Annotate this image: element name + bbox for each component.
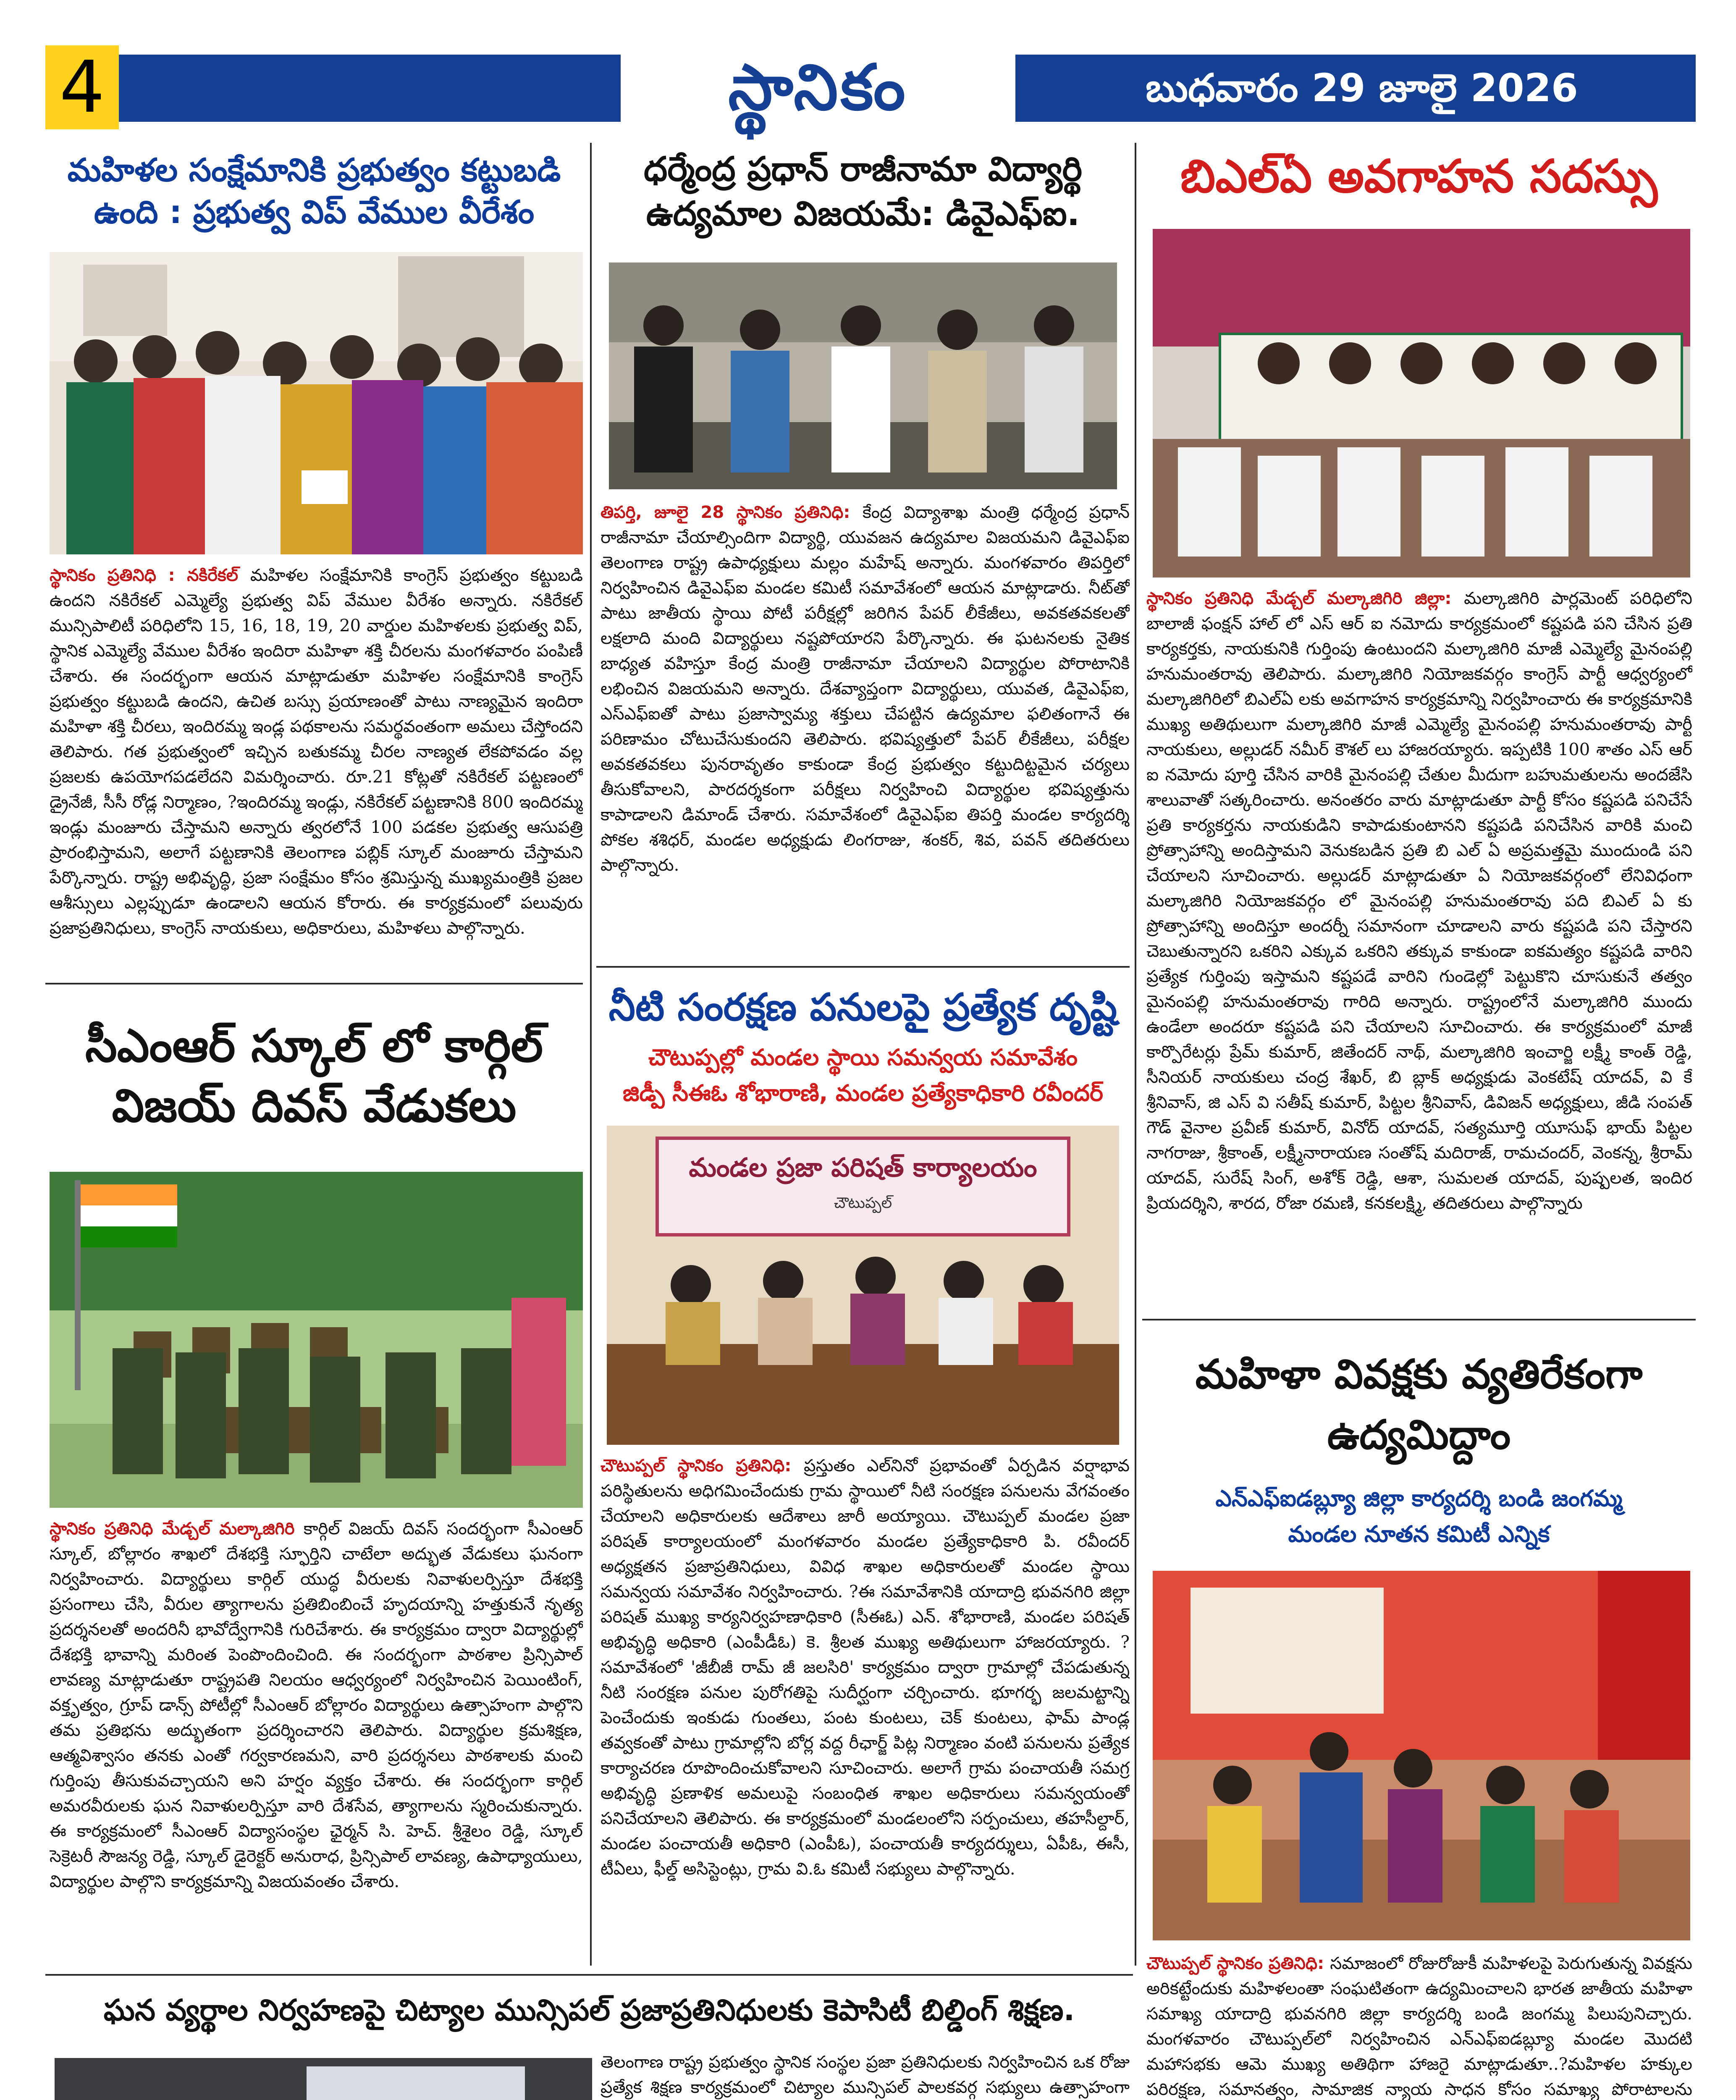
column-rule-left: [590, 143, 592, 1966]
story1-dateline: స్థానికం ప్రతినిధి : నకిరేకల్: [50, 566, 250, 585]
newspaper-logo: స్థానికం: [621, 48, 1015, 127]
story5-body: [50, 1516, 583, 1970]
rule-bottom-1: [45, 1974, 1133, 1976]
story5-dateline: స్థానికం ప్రతినిధి మేడ్చల్ మల్కాజిగిరి: [50, 1519, 304, 1538]
story2-photo: [609, 262, 1117, 489]
story3-body: [1146, 586, 1692, 1317]
column-rule-right: [1135, 143, 1136, 1966]
story4-dateline: చౌటుప్పల్ స్థానికం ప్రతినిధి:: [601, 1456, 804, 1475]
story4-banner-sub: చౌటుప్పల్: [834, 1194, 892, 1212]
story6-subhead-1: ఎన్ఎఫ్ఐడబ్ల్యూ జిల్లా కార్యదర్శి బండి జంగమ్మ: [1215, 1485, 1623, 1512]
story4-photo: [607, 1126, 1119, 1445]
story4-headline: నీటి సంరక్షణ పనులపై ప్రత్యేక దృష్టి: [608, 985, 1117, 1029]
story2-body: [601, 500, 1130, 962]
story1-photo: [50, 252, 583, 554]
rule-left-1: [45, 983, 583, 984]
issue-date: బుధవారం 29 జూలై 2026: [1146, 66, 1578, 110]
rule-right-1: [1142, 1319, 1696, 1320]
story3-dateline: స్థానికం ప్రతినిధి మేడ్చల్ మల్కాజిగిరి జిల్లా:: [1146, 589, 1464, 608]
story7-headline: ఘన వ్యర్థాల నిర్వహణపై చిట్యాల మున్సిపల్ ప్రజాప్రతినిధులకు కెపాసిటీ బిల్డింగ్ శిక్షణ.: [103, 1993, 1075, 2027]
story5-photo: [50, 1172, 583, 1508]
story4-subhead-1: చౌటుప్పల్లో మండల స్థాయి సమన్వయ సమావేశం: [648, 1044, 1078, 1071]
story6-subhead-2: మండల నూతన కమిటీ ఎన్నిక: [1288, 1521, 1550, 1547]
story6-dateline: చౌటుప్పల్ స్థానికం ప్రతినిధి:: [1146, 1954, 1330, 1973]
story3-text: మల్కాజిగిరి పార్లమెంట్ పరిధిలోని బాలాజీ ఫంక్షన్ హాల్ లో ఎస్ ఆర్ ఐ నమోదు కార్యక్రమంలో కష్టపడి పని చేసిన ప్రతి కార్యకర్తకు, నాయకునికి గుర్తింపు ఉంటుందని మల్కాజిగిరి మాజీ ఎమ్మెల్యే మైనంపల్లి హనుమంతరావు తెలిపారు. మల్కాజిగిరి నియోజకవర్గం కాంగ్రెస్ పార్టీ ఆధ్వర్యంలో మల్కాజిగిరిలో బిఎల్ఏ లకు అవగాహన కార్యక్రమాన్ని నిర్వహించారు ఈ కార్యక్రమానికి ముఖ్య అతిథులుగా మల్కాజిగిరి మాజీ ఎమ్మెల్యే మైనంపల్లి హనుమంతరావు పార్టీ నాయకులు, అల్లుడర్ నమీర్ కౌశల్ లు హాజరయ్యారు. ఇప్పటికి 100 శాతం ఎస్ ఆర్ ఐ నమోదు పూర్తి చేసిన వారికి మైనంపల్లి చేతుల మీదుగా బహుమతులను అందజేసి శాలువాతో సత్కరించారు. అనంతరం వారు మాట్లాడుతూ పార్టీ కోసం కష్టపడి పనిచేసే ప్రతి కార్యకర్తను నాయకుడిని కాపాడుకుంటానని కష్టపడి పనిచేసిన వారికి మంచి ప్రోత్సాహాన్ని అందిస్తామని వెనుకబడిన ప్రతి బి ఎల్ ఏ అప్రమత్తమై ముందుండి పని చేయాలని సూచించారు. అల్లుడర్ మాట్లాడుతూ ఏ నియోజకవర్గంలో లేనివిధంగా మల్కాజిగిరి నియోజకవర్గం లో మైనంపల్లి హనుమంతరావు పది బిఎల్ ఏ కు ప్రోత్సాహాన్ని అందిస్తూ అందర్నీ సమానంగా చూడాలని వారు కష్టపడి పని చేస్తారని చెబుతున్నారని ఒకరిని ఎక్కువ ఒకరిని తక్కువ కాకుండా ఐకమత్యం కష్టపడి వారిని ప్రత్యేక గుర్తింపు ఇస్తామని కష్టపడే వారిని గుండెల్లో పెట్టుకొని చూసుకునే తత్వం మైనంపల్లి హనుమంతరావు గారిది అన్నారు. రాష్ట్రంలోనే మల్కాజిగిరి ముందు ఉండేలా అందరూ కష్టపడి పని చేయాలని సూచించారు. ఈ కార్యక్రమంలో మాజీ కార్పొరేటర్లు ప్రేమ్ కుమార్, జితేందర్ నాథ్, మల్కాజిగిరి ఇంచార్జి లక్ష్మీ కాంత్ రెడ్డి, సీనియర్ నాయకులు చంద్ర శేఖర్, బి బ్లాక్ అధ్యక్షుడు వెంకటేష్ యాదవ్, వి కే శ్రీనివాస్, జి ఎస్ వి సతీష్ కుమార్, పిట్టల శ్రీనివాస్, డివిజన్ అధ్యక్షులు, జీడి సంపత్ గౌడ్ వైనాల ప్రవీణ్ కుమార్, వినోద్ యాదవ్, సత్యమూర్తి యూసుఫ్ భాయ్ పిట్టల నాగరాజు, శ్రీకాంత్, లక్ష్మీనారాయణ సంతోష్ మదిరాజ్, రామచందర్, వెంకన్న, శ్రీరామ్ యాదవ్, సురేష్ సింగ్, అశోక్ రెడ్డి, ఆశా, సుమలత యాదవ్, పుష్పలత, ఇందిర ప్రియదర్శిని, శారద, రోజా రమణి, కనకలక్ష్మి, తదితరులు పాల్గొన్నారు: [1146, 589, 1692, 1213]
story2-dateline: తిపర్తి, జూలై 28 స్థానికం ప్రతినిధి:: [601, 503, 863, 522]
story3-photo: [1153, 229, 1690, 578]
story2-headline: ధర్మేంద్ర ప్రధాన్ రాజీనామా విద్యార్థి ఉద్యమాల విజయమే: డివైఎఫ్ఐ.: [643, 150, 1083, 233]
rule-mid-1: [596, 966, 1130, 968]
story6-photo: [1153, 1571, 1690, 1940]
story2-text: కేంద్ర విద్యాశాఖ మంత్రి ధర్మేంద్ర ప్రధాన్ రాజీనామా చేయాల్సిందిగా విద్యార్థి, యువజన ఉద్యమాల విజయమని డివైఎఫ్ఐ తెలంగాణ రాష్ట్ర ఉపాధ్యక్షులు మల్లం మహేష్ అన్నారు. మంగళవారం తిపర్తిలో నిర్వహించిన డివైఎఫ్ఐ మండల కమిటీ సమావేశంలో ఆయన మాట్లాడారు. నీట్‌తో పాటు జాతీయ స్థాయి పోటీ పరీక్షల్లో జరిగిన పేపర్ లీకేజీలు, అవకతవకలతో లక్షలాది మంది విద్యార్థులు నష్టపోయారని పేర్కొన్నారు. ఈ ఘటనలకు నైతిక బాధ్యత వహిస్తూ కేంద్ర మంత్రి రాజీనామా చేయాలని విద్యార్థుల పోరాటానికి లభించిన విజయమని అన్నారు. దేశవ్యాప్తంగా విద్యార్థులు, యువత, డివైఎఫ్ఐ, ఎస్ఎఫ్ఐతో పాటు ప్రజాస్వామ్య శక్తులు చేపట్టిన ఉద్యమాల ఫలితంగానే ఈ పరిణామం చోటుచేసుకుందని తెలిపారు. భవిష్యత్తులో పేపర్ లీకేజీలు, పరీక్షల అవకతవకలు పునరావృతం కాకుండా కేంద్ర ప్రభుత్వం కట్టుదిట్టమైన చర్యలు తీసుకోవాలని, పారదర్శకంగా పరీక్షలు నిర్వహించి విద్యార్థుల భవిష్యత్తును కాపాడాలని డిమాండ్ చేశారు. సమావేశంలో డివైఎఫ్ఐ తిపర్తి మండల కార్యదర్శి పోకల శశిధర్, మండల అధ్యక్షుడు లింగరాజు, శంకర్, శివ, పవన్ తదితరులు పాల్గొన్నారు.: [601, 503, 1130, 875]
story4-text: ప్రస్తుతం ఎల్‌నినో ప్రభావంతో ఏర్పడిన వర్షాభావ పరిస్థితులను అధిగమించేందుకు గ్రామ స్థాయిలో నీటి సంరక్షణ పనులను వేగవంతం చేయాలని అధికారులకు ఆదేశాలు జారీ అయ్యాయి. చౌటుప్పల్ మండల ప్రజా పరిషత్ కార్యాలయంలో మంగళవారం మండల ప్రత్యేకాధికారి పి. రవీందర్ అధ్యక్షతన ప్రజాప్రతినిధులు, వివిధ శాఖల అధికారులతో మండల స్థాయి సమన్వయ సమావేశం నిర్వహించారు. ?ఈ సమావేశానికి యాదాద్రి భువనగిరి జిల్లా పరిషత్ ముఖ్య కార్యనిర్వహణాధికారి (సీఈఓ) ఎన్. శోభారాణి, మండల పరిషత్ అభివృద్ధి అధికారి (ఎంపీడీఓ) కె. శ్రీలత ముఖ్య అతిథులుగా హాజరయ్యారు. ?సమావేశంలో 'జీబీజీ రామ్ జీ జలసిరి' కార్యక్రమం ద్వారా గ్రామాల్లో చేపడుతున్న నీటి సంరక్షణ పనుల పురోగతిపై సుదీర్ఘంగా చర్చించారు. భూగర్భ జలమట్టాన్ని పెంచేందుకు ఇంకుడు గుంతలు, పంట కుంటలు, చెక్ కుంటలు, ఫామ్ పాండ్ల తవ్వకంతో పాటు గ్రామాల్లోని బోర్ల వద్ద రీఛార్జ్ పిట్ల నిర్మాణం వంటి పనులను ప్రత్యేక కార్యాచరణ రూపొందించుకోవాలని సూచించారు. అలాగే గ్రామ పంచాయతీ సమగ్ర అభివృద్ధి ప్రణాళిక అమలుపై సంబంధిత శాఖల అధికారులు సమన్వయంతో పనిచేయాలని తెలిపారు. ఈ కార్యక్రమంలో మండలంలోని సర్పంచులు, తహసీల్దార్, మండల పంచాయతీ అధికారి (ఎంపీఓ), పంచాయతీ కార్యదర్శులు, ఏపీఓ, ఈసీ, టీఏలు, ఫీల్డ్ అసిస్టెంట్లు, గ్రామ వి.ఓ కమిటీ సభ్యులు పాల్గొన్నారు.: [601, 1456, 1130, 1879]
story5-text: కార్గిల్ విజయ్ దివస్ సందర్భంగా సీఎంఆర్ స్కూల్, బోల్లారం శాఖలో దేశభక్తి స్ఫూర్తిని చాటేలా అద్భుత వేడుకలు ఘనంగా నిర్వహించారు. విద్యార్థులు కార్గిల్ యుద్ధ వీరులకు నివాళులర్పిస్తూ దేశభక్తి ప్రసంగాలు చేసి, వీరుల త్యాగాలను ప్రతిబింబించే హృదయాన్ని హత్తుకునే నృత్య ప్రదర్శనలతో అందరినీ భావోద్వేగానికి గురిచేశారు. ఈ కార్యక్రమం ద్వారా విద్యార్థుల్లో దేశభక్తి భావాన్ని మరింత పెంపొందించింది. ఈ సందర్భంగా పాఠశాల ప్రిన్సిపాల్ లావణ్య మాట్లాడుతూ రాష్ట్రపతి నిలయం ఆధ్వర్యంలో నిర్వహించిన పెయింటింగ్, వక్తృత్వం, గ్రూప్ డాన్స్ పోటీల్లో సీఎంఆర్ బోల్లారం విద్యార్థులు ఉత్సాహంగా పాల్గొని తమ ప్రతిభను అద్భుతంగా ప్రదర్శించారని తెలిపారు. విద్యార్థుల క్రమశిక్షణ, ఆత్మవిశ్వాసం తనకు ఎంతో గర్వకారణమని, వారి ప్రదర్శనలు పాఠశాలకు మంచి గుర్తింపు తీసుకువచ్చాయని అని హర్షం వ్యక్తం చేశారు. ఈ సందర్భంగా కార్గిల్ అమరవీరులకు ఘన నివాళులర్పిస్తూ వారి దేశసేవ, త్యాగాలను స్మరించుకున్నారు. ఈ కార్యక్రమంలో సీఎంఆర్ విద్యాసంస్థల ఛైర్మన్ సి. హెచ్. శ్రీశైలం రెడ్డి, స్కూల్ సెక్రెటరీ సౌజన్య రెడ్డి, స్కూల్ డైరెక్టర్ అనురాధ, ప్రిన్సిపాల్ లావణ్య, ఉపాధ్యాయులు, విద్యార్థుల పాల్గొని కార్యక్రమాన్ని విజయవంతం చేశారు.: [50, 1519, 583, 1891]
story4-body: [601, 1453, 1130, 1966]
story5-headline: సీఎంఆర్ స్కూల్ లో కార్గిల్ విజయ్ దివస్ వేడుకలు: [85, 1020, 543, 1132]
story7-body: [601, 2050, 1130, 2100]
story6-headline: మహిళా వివక్షకు వ్యతిరేకంగా ఉద్యమిద్దాం: [1195, 1351, 1643, 1458]
story1-text: మహిళల సంక్షేమానికి కాంగ్రెస్ ప్రభుత్వం కట్టుబడి ఉందని నకిరేకల్ ఎమ్మెల్యే ప్రభుత్వ విప్ వేముల వీరేశం అన్నారు. నకిరేకల్ మున్సిపాలిటీ పరిధిలోని 15, 16, 18, 19, 20 వార్డుల మహిళలకు ప్రభుత్వ విప్, స్థానిక ఎమ్మెల్యే వేముల వీరేశం ఇందిరా మహిళా శక్తి చీరలను మంగళవారం పంపిణీ చేశారు. ఈ సందర్భంగా ఆయన మాట్లాడుతూ మహిళల సంక్షేమానికి కాంగ్రెస్ ప్రభుత్వం కట్టుబడి ఉందని, ఉచిత బస్సు ప్రయాణంతో పాటు నాణ్యమైన ఇందిరా మహిళా శక్తి చీరలు, ఇందిరమ్మ ఇండ్ల పథకాలను సమర్థవంతంగా అమలు చేస్తోందని తెలిపారు. గత ప్రభుత్వంలో ఇచ్చిన బతుకమ్మ చీరల నాణ్యత లేకపోవడం వల్ల ప్రజలకు ఉపయోగపడలేదని విమర్శించారు. రూ.21 కోట్లతో నకిరేకల్ పట్టణంలో డ్రైనేజీ, సీసీ రోడ్ల నిర్మాణం, ?ఇందిరమ్మ ఇండ్లు, నకిరేకల్ పట్టణానికి 800 ఇందిరమ్మ ఇండ్లు మంజూరు చేస్తామని అన్నారు త్వరలోనే 100 పడకల ప్రభుత్వ ఆసుపత్రి ప్రారంభిస్తామని, అలాగే పట్టణానికి తెలంగాణ పబ్లిక్ స్కూల్ మంజూరు చేస్తామని పేర్కొన్నారు. రాష్ట్ర అభివృద్ధి, ప్రజా సంక్షేమం కోసం శ్రమిస్తున్న ముఖ్యమంత్రికి ప్రజల ఆశీస్సులు ఎల్లప్పుడూ ఉండాలని ఆయన కోరారు. ఈ కార్యక్రమంలో పలువురు ప్రజాప్రతినిధులు, కాంగ్రెస్ నాయకులు, అధికారులు, మహిళలు పాల్గొన్నారు.: [50, 566, 583, 938]
story3-headline: బిఎల్ఏ అవగాహన సదస్సు: [1180, 150, 1658, 203]
masthead: [45, 45, 1696, 129]
story6-body: [1146, 1951, 1692, 2100]
story6-text: సమాజంలో రోజురోజుకీ మహిళలపై పెరుగుతున్న వివక్షను అరికట్టేందుకు మహిళలంతా సంఘటితంగా ఉద్యమించాలని భారత జాతీయ మహిళా సమాఖ్య యాదాద్రి భువనగిరి జిల్లా కార్యదర్శి బండి జంగమ్మ పిలుపునిచ్చారు. మంగళవారం చౌటుప్పల్‌లో నిర్వహించిన ఎన్ఎఫ్ఐడబ్ల్యూ మండల మొదటి మహాసభకు ఆమె ముఖ్య అతిథిగా హాజరై మాట్లాడుతూ..?మహిళల హక్కుల పరిరక్షణ, సమానత్వం, సామాజిక న్యాయ సాధన కోసం సమాఖ్య పోరాటాలను: [1146, 1954, 1692, 2099]
page-number: 4: [45, 45, 119, 129]
story1-headline: మహిళల సంక్షేమానికి ప్రభుత్వం కట్టుబడి ఉంది : ప్రభుత్వ విప్ వేముల వీరేశం: [67, 151, 561, 231]
story4-banner-text: మండల ప్రజా పరిషత్ కార్యాలయం: [689, 1152, 1037, 1183]
story4-subhead-2: జిడ్పీ సీఈఓ శోభారాణి, మండల ప్రత్యేకాధికారి రవీందర్: [622, 1080, 1104, 1106]
story7-text: తెలంగాణ రాష్ట్ర ప్రభుత్వం స్థానిక సంస్థల ప్రజా ప్రతినిధులకు నిర్వహించిన ఒక రోజు ప్రత్యేక శిక్షణ కార్యక్రమంలో చిట్యాల మున్సిపల్ పాలకవర్గ సభ్యులు ఉత్సాహంగా: [601, 2053, 1130, 2097]
story1-body: [50, 563, 583, 983]
story7-photo: [55, 2058, 592, 2100]
